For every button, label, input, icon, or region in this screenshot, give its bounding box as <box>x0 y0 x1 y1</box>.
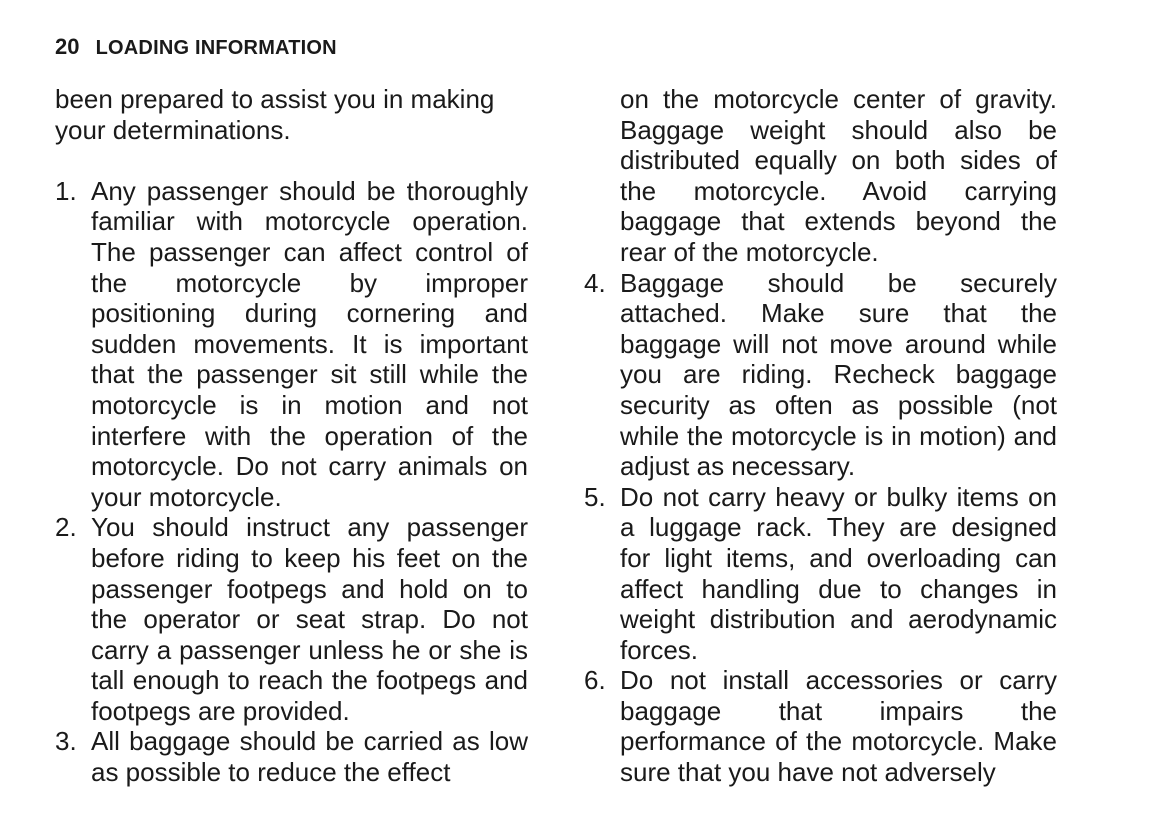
list-item <box>584 268 1057 482</box>
item-text: Do not install accessories or carry baggage that impairs the performance of the motorcycle. Make sure that you have not adversely <box>620 665 1057 788</box>
section-title: LOADING INFORMATION <box>95 37 337 59</box>
loading-guidelines-list <box>55 176 528 788</box>
loading-guidelines-list-continued <box>584 268 1057 788</box>
item-3-continuation: on the motorcycle center of gravity. Baggage weight should also be distributed equally on both sides of the motorcycle. Avoid carrying baggage that extends beyond the rear of the motorcycle. <box>620 84 1057 267</box>
intro-paragraph <box>55 84 528 145</box>
list-item <box>55 512 528 726</box>
item-number: 3. <box>55 726 77 757</box>
item-text: Any passenger should be thoroughly familiar with motorcycle operation. The passenger can affect control of the motorcycle by improper positioning during cornering and sudden movements. It is important that the passenger sit still while the motorcycle is in motion and not interfere with the operation of the motorcycle. Do not carry animals on your motorcycle. <box>91 175 528 512</box>
item-number: 6. <box>584 665 606 696</box>
page-header <box>55 34 337 61</box>
left-column <box>55 84 528 788</box>
intro-line: been prepared to assist you in making <box>55 84 495 114</box>
list-item <box>55 726 528 787</box>
list-item <box>584 665 1057 787</box>
item-text: You should instruct any passenger before riding to keep his feet on the passenger footpegs and hold on to the operator or seat strap. Do not carry a passenger unless he or she is tall enough to reach the footpegs and footpegs are provided. <box>91 512 528 726</box>
item-number: 1. <box>55 175 77 206</box>
intro-line: your determinations. <box>55 114 291 145</box>
item-text: All baggage should be carried as low as possible to reduce the effect <box>91 726 528 788</box>
item-number: 5. <box>584 481 606 512</box>
list-item <box>55 176 528 513</box>
item-number: 2. <box>55 512 77 543</box>
item-text: Baggage should be securely attached. Make sure that the baggage will not move around while you are riding. Recheck baggage security as often as possible (not while the motorcycle is in motion) and adjust as necessary. <box>620 267 1057 482</box>
item-number: 4. <box>584 267 606 298</box>
item-text: Do not carry heavy or bulky items on a luggage rack. They are designed for light items, and overloading can affect handling due to changes in weight distribution and aerodynamic forces. <box>620 481 1057 665</box>
list-item <box>584 482 1057 666</box>
page-number: 20 <box>55 34 80 59</box>
right-column <box>584 84 1057 788</box>
